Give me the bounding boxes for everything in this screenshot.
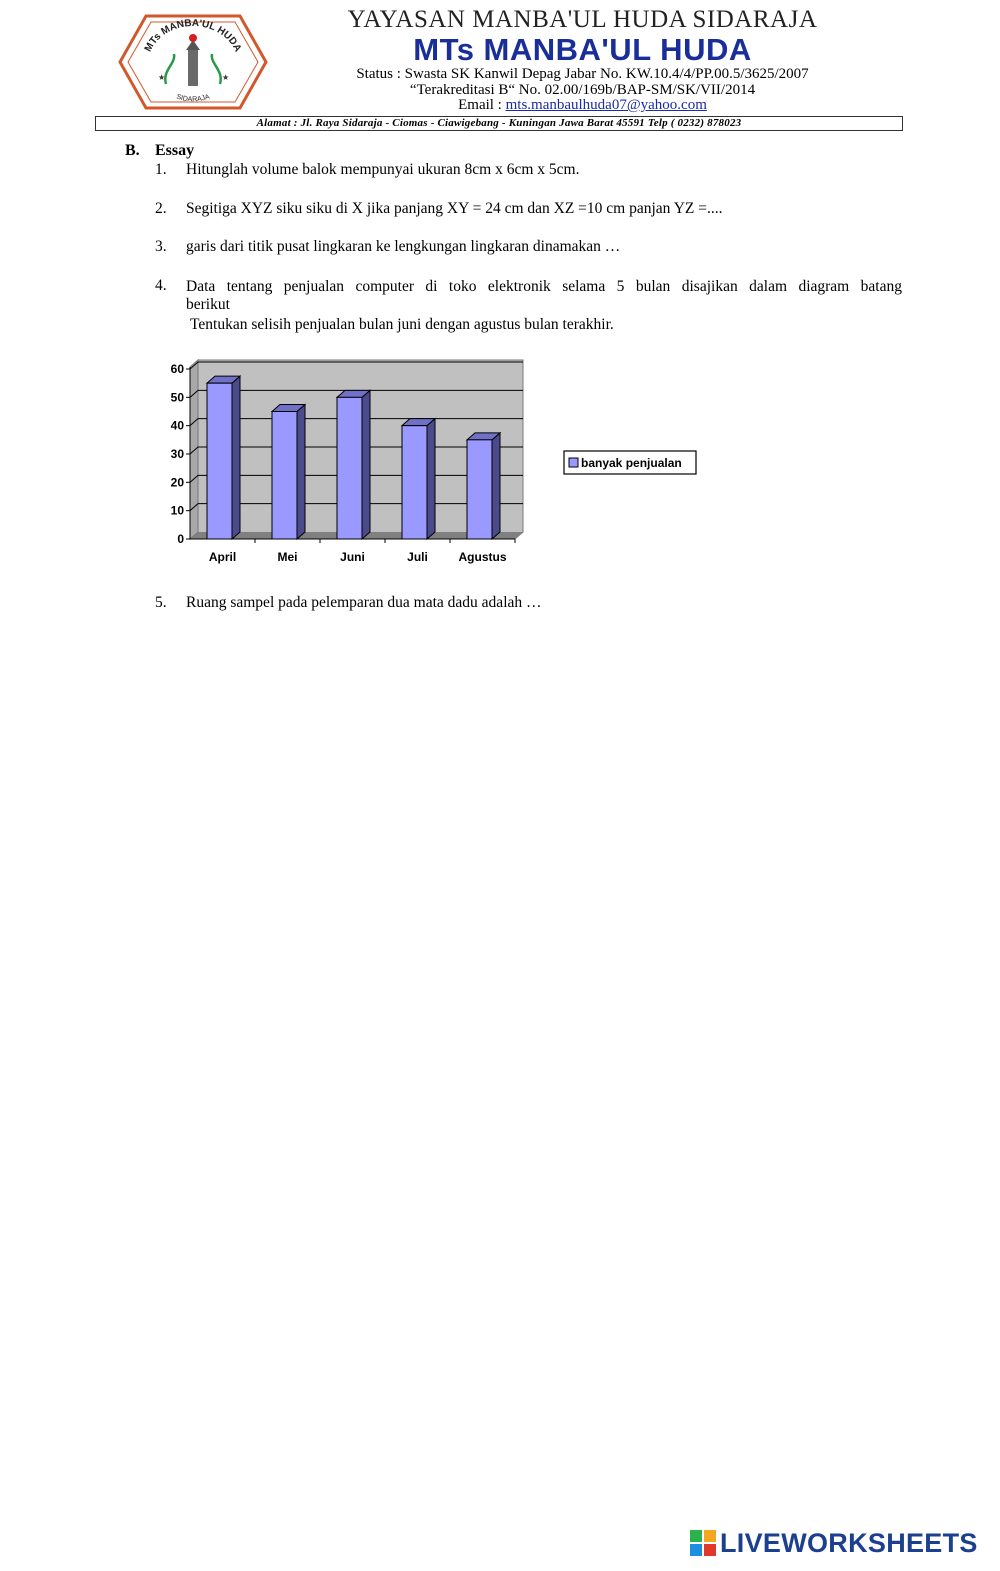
bar-front: [467, 440, 492, 539]
question-number: 4.: [155, 277, 167, 294]
x-category-label: Juni: [340, 550, 365, 564]
question-text: Data tentang penjualan computer di toko elektronik selama 5 bulan disajikan dalam diagram batang: [186, 278, 902, 295]
legend-swatch: [569, 458, 578, 467]
bar-side: [492, 433, 500, 539]
question-subtext: Tentukan selisih penjualan bulan juni dengan agustus bulan terakhir.: [190, 316, 614, 333]
bar-side: [297, 405, 305, 540]
bar-side: [427, 419, 435, 539]
bar-agustus: [467, 433, 500, 539]
section-letter: B.: [125, 142, 140, 159]
section-title: Essay: [155, 142, 195, 159]
x-category-label: Juli: [407, 550, 428, 564]
liveworksheets-wordmark: LIVEWORKSHEETS: [720, 1527, 978, 1558]
y-tick-label: 10: [170, 503, 184, 518]
logo-text-bottom: SIDARAJA: [175, 93, 211, 104]
x-category-label: April: [208, 550, 237, 564]
liveworksheets-brand[interactable]: [690, 1525, 978, 1561]
x-category-label: Mei: [277, 550, 298, 564]
question-text: Ruang sampel pada pelemparan dua mata dadu adalah …: [186, 594, 542, 611]
bar-april: [207, 376, 240, 539]
question-number: 2.: [155, 200, 167, 217]
school-status: Status : Swasta SK Kanwil Depag Jabar No. KW.10.4/4/PP.00.5/3625/2007: [356, 66, 809, 82]
bar-front: [207, 383, 232, 539]
question-number: 3.: [155, 238, 167, 255]
bar-juni: [337, 390, 370, 539]
question-text: Hitunglah volume balok mempunyai ukuran 8cm x 6cm x 5cm.: [186, 161, 580, 178]
foundation-name: YAYASAN MANBA'UL HUDA SIDARAJA: [347, 6, 818, 33]
email-link[interactable]: mts.manbaulhuda07@yahoo.com: [505, 97, 707, 113]
accreditation: “Terakreditasi B“ No. 02.00/169b/BAP-SM/SK/VII/2014: [409, 82, 756, 98]
y-tick-label: 50: [170, 390, 184, 405]
question-text: Segitiga XYZ siku siku di X jika panjang XY = 24 cm dan XZ =10 cm panjan YZ =....: [186, 200, 723, 217]
email-label: Email :: [458, 97, 506, 113]
bar-front: [272, 412, 297, 540]
x-category-label: Agustus: [458, 550, 507, 564]
bar-juli: [402, 419, 435, 539]
section-heading: [125, 142, 194, 160]
school-name: MTs MANBA'UL HUDA: [413, 32, 752, 67]
address-bar: Alamat : Jl. Raya Sidaraja - Ciomas - Ciawigebang - Kuningan Jawa Barat 45591 Telp ( 0232) 878023: [95, 116, 903, 131]
liveworksheets-logo-icon: [690, 1530, 716, 1556]
bar-front: [402, 426, 427, 539]
chart-legend-box: [564, 451, 696, 474]
y-tick-label: 0: [177, 532, 184, 546]
bar-side: [362, 390, 370, 539]
school-logo: [118, 12, 268, 112]
question-number: 5.: [155, 594, 167, 611]
email-line: [270, 97, 895, 114]
y-tick-label: 20: [170, 475, 184, 490]
svg-text:★: ★: [222, 73, 230, 82]
logo-text-top: MTs MANBA'UL HUDA: [142, 17, 244, 54]
bar-mei: [272, 405, 305, 540]
question-text-continued: berikut: [186, 296, 230, 313]
y-tick-label: 40: [170, 418, 184, 433]
svg-text:★: ★: [158, 73, 166, 82]
question-number: 1.: [155, 161, 167, 178]
legend-label: banyak penjualan: [581, 456, 682, 470]
y-tick-label: 60: [170, 362, 184, 376]
y-tick-label: 30: [170, 447, 184, 461]
bar-side: [232, 376, 240, 539]
chart-side-wall: [190, 360, 198, 539]
question-text: garis dari titik pusat lingkaran ke lengkungan lingkaran dinamakan …: [186, 238, 621, 255]
bar-front: [337, 397, 362, 539]
sales-bar-chart: [160, 352, 720, 577]
